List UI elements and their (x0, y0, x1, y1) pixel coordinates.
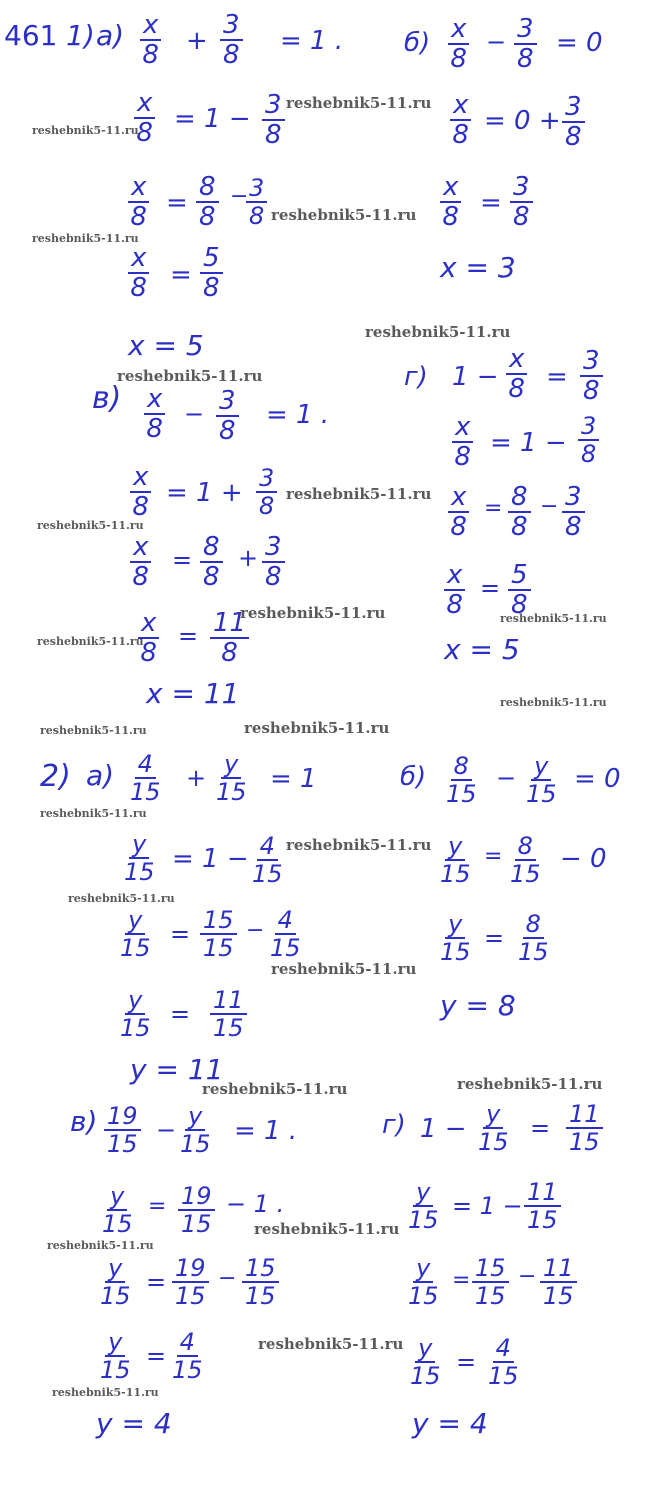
watermark: reshebnik5-11.ru (202, 1080, 348, 1098)
equation-rhs: = 1 (270, 764, 317, 794)
fraction: x 8 (134, 90, 155, 146)
equation-lhs: 1 − (452, 362, 499, 392)
fraction: 8 8 (508, 484, 531, 540)
watermark: reshebnik5-11.ru (244, 719, 390, 737)
fraction: x 8 (128, 245, 149, 301)
operator: − (184, 400, 205, 428)
fraction: 8 15 (518, 910, 549, 966)
fraction: 3 8 (246, 176, 267, 228)
watermark: reshebnik5-11.ru (40, 724, 147, 737)
fraction: 15 15 (200, 908, 237, 960)
fraction: 19 15 (172, 1256, 209, 1308)
part-v-label: в) (92, 381, 122, 416)
fraction: y 15 (408, 1178, 439, 1234)
equation-rhs: = 1 . (234, 1116, 298, 1146)
fraction: 11 15 (566, 1102, 603, 1154)
part-b-label: б) (404, 28, 431, 58)
fraction: x 8 (130, 464, 151, 520)
equals: = (546, 362, 568, 392)
fraction: x 8 (506, 346, 527, 402)
equals: = (148, 1194, 167, 1219)
watermark: reshebnik5-11.ru (286, 94, 432, 112)
watermark: reshebnik5-11.ru (286, 836, 432, 854)
fraction: 3 8 (262, 92, 285, 148)
fraction: x 8 (448, 484, 469, 540)
watermark: reshebnik5-11.ru (254, 1220, 400, 1238)
watermark: reshebnik5-11.ru (500, 612, 607, 625)
operator: + (186, 26, 208, 56)
fraction: y 15 (216, 750, 247, 806)
equals: = (146, 1342, 167, 1370)
fraction: y 15 (440, 910, 471, 966)
fraction: 3 8 (220, 12, 243, 68)
equation-lhs: 1 − (420, 1114, 467, 1144)
equals: = (480, 574, 501, 602)
fraction: 8 8 (196, 174, 219, 230)
fraction: 3 8 (216, 388, 239, 444)
fraction: x 8 (448, 16, 469, 72)
operator: − (486, 28, 507, 56)
operator: − (540, 494, 559, 519)
equals: = (170, 1000, 191, 1028)
fraction: 4 15 (172, 1328, 203, 1384)
fraction: x 8 (144, 386, 165, 442)
fraction: 8 8 (200, 534, 223, 590)
fraction: 11 15 (540, 1256, 577, 1308)
fraction: x 8 (440, 174, 461, 230)
watermark: reshebnik5-11.ru (47, 1239, 154, 1252)
fraction: 8 15 (510, 832, 541, 888)
fraction: 11 15 (524, 1180, 561, 1232)
watermark: reshebnik5-11.ru (457, 1075, 603, 1093)
fraction: x 8 (444, 562, 465, 618)
fraction: y 15 (102, 1182, 133, 1238)
part-a-label: а) (86, 759, 115, 792)
fraction: 3 8 (562, 484, 585, 540)
fraction: y 15 (120, 906, 151, 962)
watermark: reshebnik5-11.ru (240, 604, 386, 622)
fraction: 3 8 (256, 466, 277, 518)
fraction: y 15 (410, 1334, 441, 1390)
answer: x = 5 (444, 633, 520, 666)
fraction: 3 8 (514, 16, 537, 72)
part-v-label: в) (70, 1105, 98, 1138)
fraction: x 8 (140, 12, 161, 68)
operator: − (496, 764, 517, 792)
equals: = (172, 546, 193, 574)
watermark: reshebnik5-11.ru (68, 892, 175, 905)
watermark: reshebnik5-11.ru (52, 1386, 159, 1399)
operator: − (230, 184, 249, 209)
fraction: y 15 (120, 986, 151, 1042)
watermark: reshebnik5-11.ru (40, 807, 147, 820)
section-1-marker: 1) (66, 19, 95, 52)
fraction: 19 15 (104, 1104, 141, 1156)
fraction: 15 15 (242, 1256, 279, 1308)
equation-rhs: = 1 . (266, 400, 330, 430)
fraction: x 8 (450, 92, 471, 148)
watermark: reshebnik5-11.ru (365, 323, 511, 341)
answer: y = 11 (130, 1053, 224, 1086)
watermark: reshebnik5-11.ru (117, 367, 263, 385)
watermark: reshebnik5-11.ru (271, 206, 417, 224)
fraction: 4 15 (488, 1334, 519, 1390)
fraction: y 15 (100, 1254, 131, 1310)
equation-middle: = 1 − (174, 104, 251, 134)
fraction: y 15 (408, 1254, 439, 1310)
answer: y = 4 (412, 1407, 488, 1440)
equation-rhs: = 0 (574, 764, 621, 794)
fraction: 4 15 (252, 832, 283, 888)
watermark: reshebnik5-11.ru (271, 960, 417, 978)
watermark: reshebnik5-11.ru (258, 1335, 404, 1353)
fraction: y 15 (180, 1102, 211, 1158)
equation-middle: = 1 + (166, 478, 243, 508)
equation-rhs: = 1 . (280, 26, 344, 56)
equation-rest: − 0 (560, 844, 607, 874)
equals: = (146, 1268, 167, 1296)
part-a-label: а) (96, 19, 125, 52)
fraction: 4 15 (130, 750, 161, 806)
fraction: x 8 (138, 610, 159, 666)
watermark: reshebnik5-11.ru (500, 696, 607, 709)
equation-middle: = 1 − (490, 428, 567, 458)
answer: x = 5 (128, 329, 204, 362)
watermark: reshebnik5-11.ru (32, 124, 139, 137)
equals: = (530, 1114, 551, 1142)
fraction: 11 15 (210, 988, 247, 1040)
fraction: 5 8 (200, 245, 223, 301)
part-g-label: г) (382, 1110, 406, 1140)
operator: − (518, 1264, 537, 1289)
equals: = (484, 844, 503, 869)
fraction: 3 8 (510, 174, 533, 230)
fraction: 3 8 (580, 348, 603, 404)
fraction: y 15 (124, 830, 155, 886)
fraction: 3 8 (262, 534, 285, 590)
fraction: x 8 (128, 174, 149, 230)
fraction: 4 15 (270, 906, 301, 962)
equals: = (456, 1348, 477, 1376)
fraction: y 15 (440, 832, 471, 888)
operator: − (218, 1266, 237, 1291)
equation-middle: = 1 − (172, 844, 249, 874)
equals: = (170, 260, 192, 290)
fraction: y 15 (526, 752, 557, 808)
fraction: 11 8 (210, 610, 249, 666)
operator: − (246, 918, 265, 943)
answer: y = 4 (96, 1407, 172, 1440)
equation-middle: = 0 + (484, 106, 561, 136)
part-b-label: б) (400, 762, 427, 792)
equals: = (484, 496, 503, 521)
operator: + (238, 544, 259, 572)
equation-rhs: = 0 (556, 28, 603, 58)
fraction: 3 8 (578, 414, 599, 466)
equals: = (170, 920, 191, 948)
equals: = (452, 1268, 471, 1293)
equals: = (178, 622, 199, 650)
equals: = (484, 924, 505, 952)
watermark: reshebnik5-11.ru (37, 635, 144, 648)
fraction: 8 15 (446, 752, 477, 808)
fraction: y 15 (478, 1100, 509, 1156)
watermark: reshebnik5-11.ru (286, 485, 432, 503)
operator: − (156, 1116, 177, 1144)
section-2-marker: 2) (40, 759, 71, 794)
fraction: x 8 (130, 534, 151, 590)
watermark: reshebnik5-11.ru (37, 519, 144, 532)
equation-rest: − 1 . (226, 1190, 285, 1218)
fraction: 5 8 (508, 562, 531, 618)
equals: = (480, 188, 502, 218)
watermark: reshebnik5-11.ru (32, 232, 139, 245)
answer: y = 8 (440, 989, 516, 1022)
fraction: y 15 (100, 1328, 131, 1384)
fraction: 19 15 (178, 1184, 215, 1236)
equals: = (166, 188, 188, 218)
answer: x = 11 (146, 677, 240, 710)
operator: + (186, 764, 207, 792)
problem-number: 461 (4, 19, 58, 52)
fraction: x 8 (452, 414, 473, 470)
equation-middle: = 1 − (452, 1192, 523, 1220)
fraction: 3 8 (562, 94, 585, 150)
part-g-label: г) (404, 362, 428, 392)
fraction: 15 15 (472, 1256, 509, 1308)
answer: x = 3 (440, 251, 516, 284)
